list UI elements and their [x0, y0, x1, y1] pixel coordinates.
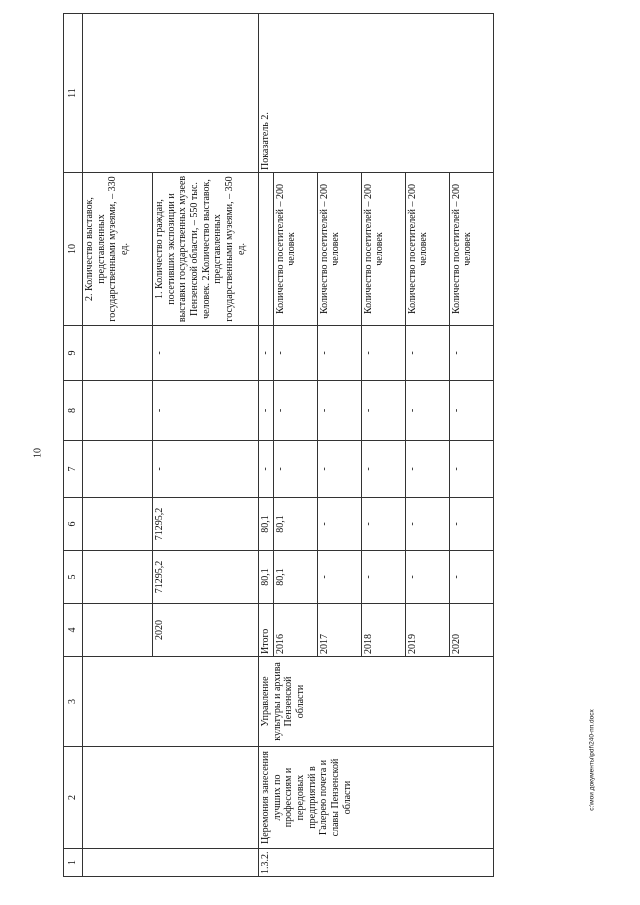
indicator-cell: 1. Количество граждан, посетивших экспозиции и выставки государственных музеев Пензенской области, – 550 тыс. человек. 2.Количество выставок, представленных государственными музеями, – 350 ед. — [153, 173, 259, 326]
table-row — [83, 14, 153, 877]
value-cell: - — [405, 381, 449, 441]
year-cell: 2019 — [405, 604, 449, 657]
value-cell: - — [153, 326, 259, 381]
value-cell: - — [405, 441, 449, 498]
value-cell: - — [361, 381, 405, 441]
year-cell: 2020 — [449, 604, 493, 657]
value-cell: - — [361, 441, 405, 498]
year-cell: 2020 — [153, 604, 259, 657]
value-cell: - — [259, 381, 274, 441]
value-cell: - — [273, 441, 317, 498]
header-cell: 9 — [64, 326, 83, 381]
indicator-cell: 2. Количество выставок, представленных государственными музеями, – 330 ед. — [83, 173, 153, 326]
indicator-cell: Количество посетителей – 200 человек — [361, 173, 405, 326]
header-cell: 2 — [64, 747, 83, 849]
value-cell: - — [361, 551, 405, 604]
value-cell: - — [449, 551, 493, 604]
header-cell: 6 — [64, 498, 83, 551]
value-cell: - — [405, 498, 449, 551]
indicator-cell — [259, 173, 274, 326]
value-cell: - — [273, 326, 317, 381]
header-cell: 8 — [64, 381, 83, 441]
table-row — [259, 14, 274, 877]
value-cell: 80,1 — [259, 551, 274, 604]
value-cell: - — [405, 551, 449, 604]
value-cell: - — [273, 381, 317, 441]
value-cell: - — [361, 498, 405, 551]
item-target: Показатель 2. — [259, 14, 494, 173]
value-cell: - — [405, 326, 449, 381]
header-cell: 11 — [64, 14, 83, 173]
year-cell: 2016 — [273, 604, 317, 657]
header-cell: 3 — [64, 657, 83, 747]
value-cell: 71295,2 — [153, 551, 259, 604]
item-number: 1.3.2. — [259, 849, 494, 877]
value-cell: - — [361, 326, 405, 381]
item-executor: Управление культуры и архива Пензенской области — [259, 657, 494, 747]
value-cell: 71295,2 — [153, 498, 259, 551]
value-cell: - — [317, 381, 361, 441]
year-cell: 2018 — [361, 604, 405, 657]
indicator-cell: Количество посетителей – 200 человек — [449, 173, 493, 326]
value-cell: - — [449, 441, 493, 498]
value-cell: 80,1 — [273, 498, 317, 551]
program-table — [63, 13, 494, 877]
header-cell: 4 — [64, 604, 83, 657]
value-cell: - — [259, 441, 274, 498]
indicator-cell: Количество посетителей – 200 человек — [273, 173, 317, 326]
header-cell: 5 — [64, 551, 83, 604]
header-cell: 10 — [64, 173, 83, 326]
header-row — [64, 14, 83, 877]
value-cell: - — [317, 441, 361, 498]
value-cell: - — [449, 498, 493, 551]
value-cell: 80,1 — [273, 551, 317, 604]
indicator-cell: Количество посетителей – 200 человек — [405, 173, 449, 326]
value-cell: - — [259, 326, 274, 381]
indicator-cell: Количество посетителей – 200 человек — [317, 173, 361, 326]
value-cell: - — [449, 326, 493, 381]
year-cell: Итого — [259, 604, 274, 657]
rotated-table-page — [63, 14, 626, 877]
value-cell: - — [449, 381, 493, 441]
value-cell: - — [317, 326, 361, 381]
value-cell: - — [317, 551, 361, 604]
value-cell: - — [153, 441, 259, 498]
page-number: 10 — [32, 448, 44, 458]
value-cell: 80,1 — [259, 498, 274, 551]
header-cell: 7 — [64, 441, 83, 498]
value-cell: - — [317, 498, 361, 551]
value-cell: - — [153, 381, 259, 441]
item-name: Церемония занесения лучших по профессиям и передовых предприятий в Галерею почета и славы Пензенской области — [259, 747, 494, 849]
year-cell: 2017 — [317, 604, 361, 657]
header-cell: 1 — [64, 849, 83, 877]
footer-path: c:\мои документы\pdf\240-пп.docx — [588, 709, 596, 811]
